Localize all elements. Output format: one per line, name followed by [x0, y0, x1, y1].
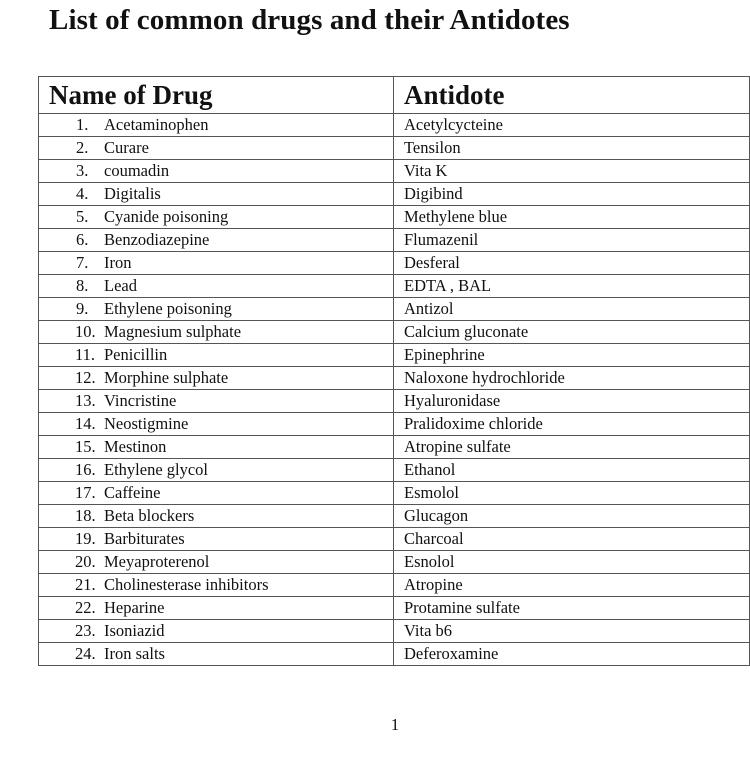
row-number: 9. — [76, 299, 89, 318]
row-number: 16. — [75, 460, 96, 479]
drug-name: Ethylene poisoning — [104, 299, 232, 318]
antidote-cell: Calcium gluconate — [394, 321, 750, 344]
table-row — [39, 344, 750, 367]
table-row — [39, 574, 750, 597]
antidote-cell: Tensilon — [394, 137, 750, 160]
drug-name-cell — [39, 298, 394, 321]
drug-name: Ethylene glycol — [104, 460, 209, 479]
antidote-cell: EDTA , BAL — [394, 275, 750, 298]
drug-name: Acetaminophen — [104, 115, 209, 134]
drug-name: Meyaproterenol — [104, 552, 210, 571]
antidote-cell: Hyaluronidase — [394, 390, 750, 413]
page-number: 1 — [390, 715, 400, 734]
row-number: 21. — [75, 575, 96, 594]
antidote-cell: Esmolol — [394, 482, 750, 505]
antidote-cell: Desferal — [394, 252, 750, 275]
antidote-cell: Atropine sulfate — [394, 436, 750, 459]
drug-name-cell — [39, 206, 394, 229]
drug-name: Caffeine — [104, 483, 161, 502]
row-number: 6. — [76, 230, 89, 249]
table-row — [39, 528, 750, 551]
column-header-drug: Name of Drug — [39, 77, 394, 114]
drug-name: Heparine — [104, 598, 165, 617]
antidote-cell: Vita b6 — [394, 620, 750, 643]
drug-name-cell — [39, 344, 394, 367]
table-row — [39, 643, 750, 666]
row-number: 13. — [75, 391, 96, 410]
antidote-cell: Flumazenil — [394, 229, 750, 252]
antidote-cell: Ethanol — [394, 459, 750, 482]
drug-name: Barbiturates — [104, 529, 185, 548]
table-row — [39, 252, 750, 275]
drug-name-cell — [39, 367, 394, 390]
drug-name-cell — [39, 390, 394, 413]
drug-name: coumadin — [104, 161, 170, 180]
drug-name-cell — [39, 275, 394, 298]
drug-name: Curare — [104, 138, 149, 157]
drug-name-cell — [39, 114, 394, 137]
drug-name-cell — [39, 551, 394, 574]
drug-name-cell — [39, 620, 394, 643]
drug-name-cell — [39, 528, 394, 551]
table-row — [39, 321, 750, 344]
drug-name: Lead — [104, 276, 137, 295]
drug-name: Digitalis — [104, 184, 161, 203]
table-row — [39, 620, 750, 643]
drug-name-cell — [39, 252, 394, 275]
drug-name-cell — [39, 482, 394, 505]
table-row — [39, 551, 750, 574]
antidote-cell: Glucagon — [394, 505, 750, 528]
antidote-cell: Acetylcycteine — [394, 114, 750, 137]
antidote-cell: Pralidoxime chloride — [394, 413, 750, 436]
table-row — [39, 298, 750, 321]
drug-name: Beta blockers — [104, 506, 195, 525]
table-header-row — [39, 77, 750, 114]
drug-name: Morphine sulphate — [104, 368, 229, 387]
row-number: 11. — [75, 345, 96, 364]
drug-name: Neostigmine — [104, 414, 189, 433]
table-row — [39, 183, 750, 206]
antidote-cell: Protamine sulfate — [394, 597, 750, 620]
row-number: 12. — [75, 368, 96, 387]
row-number: 1. — [76, 115, 89, 134]
row-number: 23. — [75, 621, 96, 640]
drug-name: Magnesium sulphate — [104, 322, 242, 341]
row-number: 5. — [76, 207, 89, 226]
antidote-cell: Charcoal — [394, 528, 750, 551]
antidote-cell: Deferoxamine — [394, 643, 750, 666]
row-number: 22. — [75, 598, 96, 617]
table-row — [39, 597, 750, 620]
antidote-cell: Esnolol — [394, 551, 750, 574]
table-row — [39, 390, 750, 413]
row-number: 3. — [76, 161, 89, 180]
table-row — [39, 114, 750, 137]
table-row — [39, 229, 750, 252]
row-number: 24. — [75, 644, 96, 663]
drug-name: Isoniazid — [104, 621, 165, 640]
antidote-cell: Methylene blue — [394, 206, 750, 229]
drug-name-cell — [39, 183, 394, 206]
antidote-cell: Digibind — [394, 183, 750, 206]
table-row — [39, 436, 750, 459]
drug-name-cell — [39, 459, 394, 482]
table-body — [39, 114, 750, 666]
column-header-antidote: Antidote — [394, 77, 750, 114]
drug-name: Iron — [104, 253, 132, 272]
row-number: 19. — [75, 529, 96, 548]
table-row — [39, 413, 750, 436]
drug-name-cell — [39, 229, 394, 252]
row-number: 14. — [75, 414, 96, 433]
drug-antidote-table — [38, 76, 750, 666]
table-row — [39, 459, 750, 482]
drug-name-cell — [39, 413, 394, 436]
table-row — [39, 505, 750, 528]
row-number: 4. — [76, 184, 89, 203]
drug-name: Mestinon — [104, 437, 167, 456]
antidote-cell: Antizol — [394, 298, 750, 321]
drug-name-cell — [39, 643, 394, 666]
table-row — [39, 160, 750, 183]
antidote-cell: Atropine — [394, 574, 750, 597]
drug-name: Penicillin — [104, 345, 168, 364]
table-row — [39, 137, 750, 160]
drug-name: Benzodiazepine — [104, 230, 210, 249]
row-number: 17. — [75, 483, 96, 502]
antidote-cell: Epinephrine — [394, 344, 750, 367]
antidote-cell: Vita K — [394, 160, 750, 183]
table-row — [39, 275, 750, 298]
table-row — [39, 206, 750, 229]
drug-name-cell — [39, 137, 394, 160]
table-row — [39, 482, 750, 505]
row-number: 18. — [75, 506, 96, 525]
drug-name-cell — [39, 597, 394, 620]
row-number: 20. — [75, 552, 96, 571]
row-number: 2. — [76, 138, 89, 157]
drug-name: Iron salts — [104, 644, 165, 663]
row-number: 8. — [76, 276, 89, 295]
table-row — [39, 367, 750, 390]
antidote-cell: Naloxone hydrochloride — [394, 367, 750, 390]
page-title: List of common drugs and their Antidotes — [49, 4, 570, 36]
drug-name-cell — [39, 436, 394, 459]
drug-name: Cyanide poisoning — [104, 207, 229, 226]
row-number: 15. — [75, 437, 96, 456]
drug-name-cell — [39, 321, 394, 344]
drug-name: Cholinesterase inhibitors — [104, 575, 269, 594]
drug-name-cell — [39, 160, 394, 183]
drug-name-cell — [39, 574, 394, 597]
drug-name-cell — [39, 505, 394, 528]
row-number: 10. — [75, 322, 96, 341]
row-number: 7. — [76, 253, 89, 272]
drug-name: Vincristine — [104, 391, 177, 410]
